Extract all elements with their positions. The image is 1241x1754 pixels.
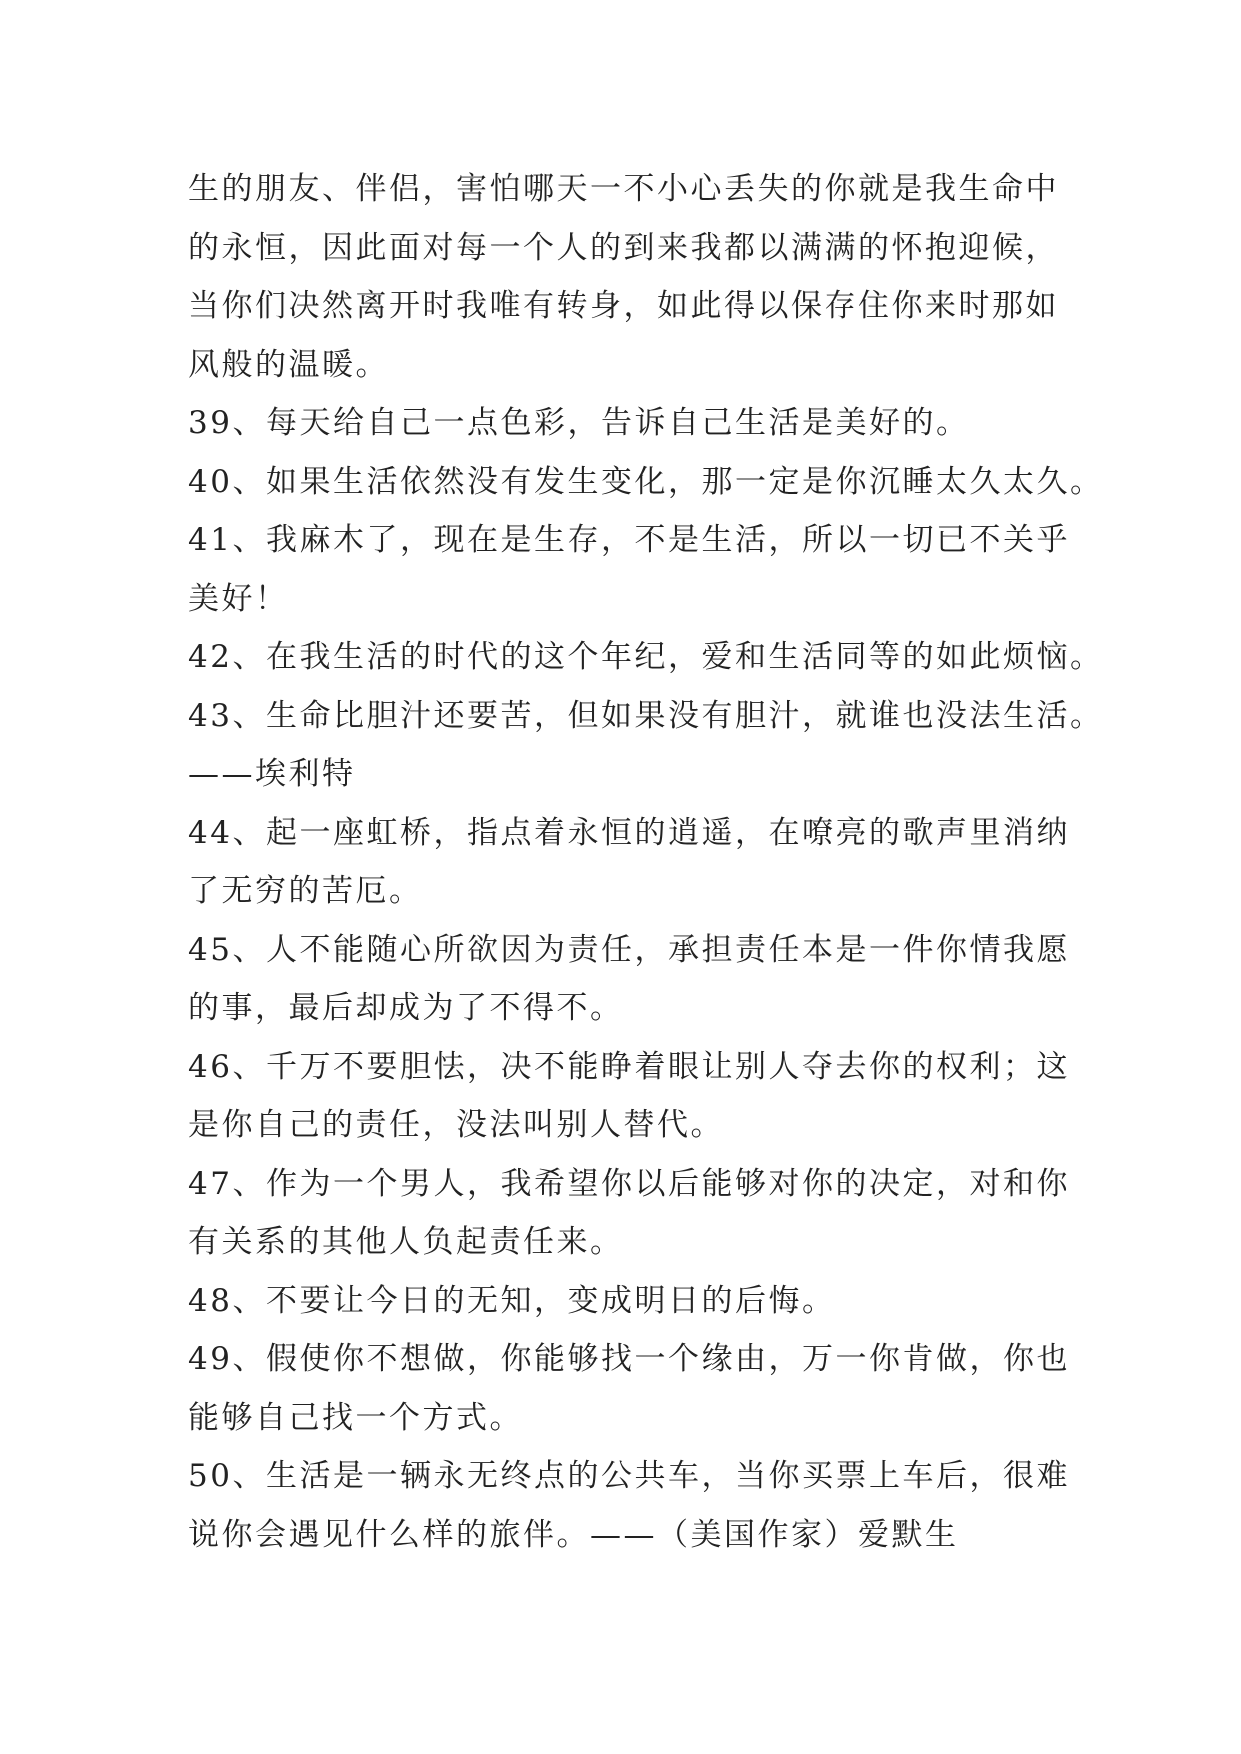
quote-44: 44、起一座虹桥，指点着永恒的逍遥，在嘹亮的歌声里消纳 (188, 814, 1070, 851)
text-line: 能够自己找一个方式。 (188, 1399, 523, 1436)
quote-40: 40、如果生活依然没有发生变化，那一定是你沉睡太久太久。 (188, 463, 1104, 500)
text-line: 说你会遇见什么样的旅伴。——（美国作家）爱默生 (188, 1516, 959, 1553)
quote-48: 48、不要让今日的无知，变成明日的后悔。 (188, 1282, 836, 1319)
quote-attribution: ——埃利特 (188, 756, 356, 792)
quote-43: 43、生命比胆汁还要苦，但如果没有胆汁，就谁也没法生活。 (188, 697, 1104, 734)
quote-39: 39、每天给自己一点色彩，告诉自己生活是美好的。 (188, 405, 970, 441)
quote-42: 42、在我生活的时代的这个年纪，爱和生活同等的如此烦恼。 (188, 639, 1104, 675)
text-line: 美好！ (188, 580, 289, 617)
text-line: 有关系的其他人负起责任来。 (188, 1224, 624, 1260)
text-line: 的永恒，因此面对每一个人的到来我都以满满的怀抱迎候， (188, 229, 1059, 266)
text-line: 的事，最后却成为了不得不。 (188, 990, 624, 1026)
text-line: 了无穷的苦厄。 (188, 873, 423, 909)
text-line: 风般的温暖。 (188, 346, 389, 383)
quote-47: 47、作为一个男人，我希望你以后能够对你的决定，对和你 (188, 1165, 1070, 1202)
quote-41: 41、我麻木了，现在是生存，不是生活，所以一切已不关乎 (188, 522, 1070, 558)
quote-46: 46、千万不要胆怯，决不能睁着眼让别人夺去你的权利；这 (188, 1048, 1070, 1085)
quote-45: 45、人不能随心所欲因为责任，承担责任本是一件你情我愿 (188, 931, 1070, 968)
quote-49: 49、假使你不想做，你能够找一个缘由，万一你肯做，你也 (188, 1341, 1070, 1377)
text-line: 当你们决然离开时我唯有转身，如此得以保存住你来时那如 (188, 288, 1059, 324)
text-line: 是你自己的责任，没法叫别人替代。 (188, 1107, 724, 1143)
text-line: 生的朋友、伴侣，害怕哪天一不小心丢失的你就是我生命中 (188, 171, 1059, 207)
quote-50: 50、生活是一辆永无终点的公共车，当你买票上车后，很难 (188, 1458, 1070, 1494)
document-body (188, 160, 1104, 1564)
